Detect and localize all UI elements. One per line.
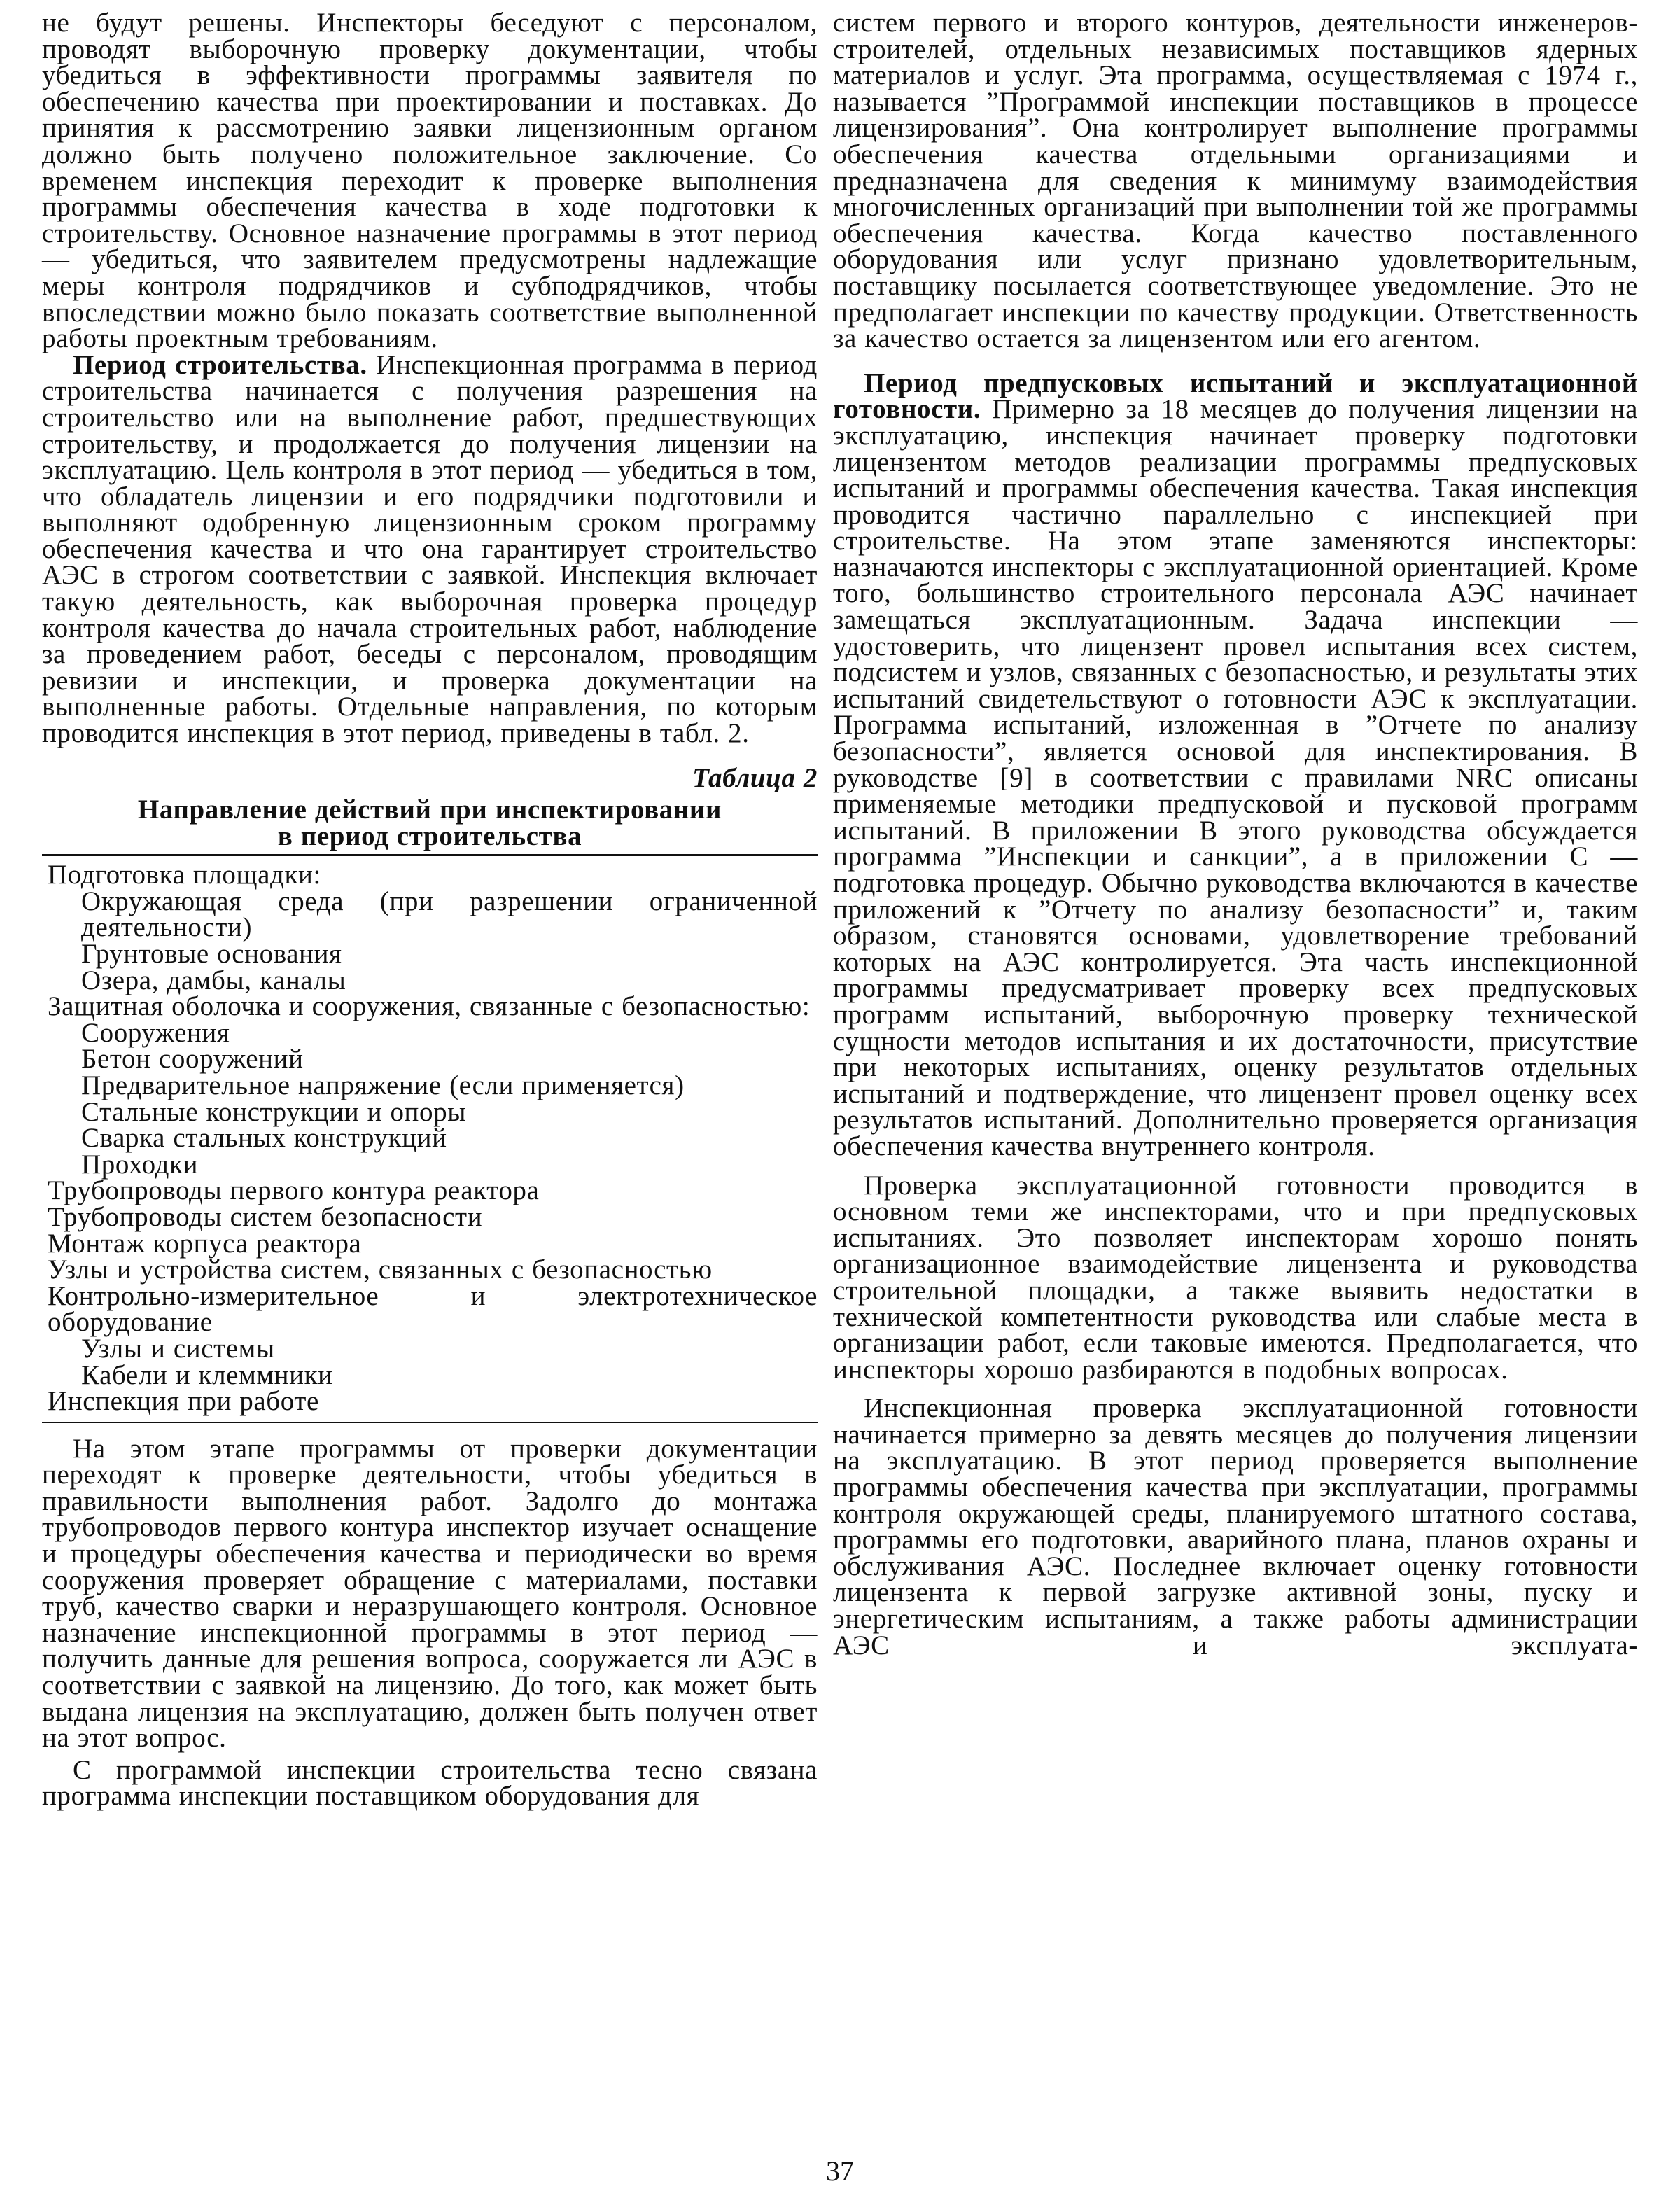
paragraph: систем первого и второго контуров, деятельности инженеров-строителей, отдельных независимых поставщиков ядерных материалов и услуг. Эта программа, осуществляемая с 1974 г., называется ”Программой инспекции поставщиков в процессе лицензирования”. Она контролирует выполнение программы обеспечения качества отдельными организациями и предназначена для сведения к минимуму взаимодействия многочисленных организаций при выполнении той же программы обеспечения качества. Когда качество поставленного оборудования или услуг признано удовлетворительным, поставщику посылается соответствующее уведомление. Это не предполагает инспекции по качеству продукции. Ответственность за качество остается за лицензентом или его агентом. xyxy=(833,8,1638,354)
table-item: Защитная оболочка и сооружения, связанные с безопасностью: xyxy=(48,991,811,1022)
page-number: 37 xyxy=(826,2155,854,2187)
paragraph: Инспекционная проверка эксплуатационной готовности начинается примерно за девять месяцев до получения лицензии на эксплуатацию. В этот период проверяется выполнение программы обеспечения качества при эксплуатации, программы контроля окружающей среды, планируемого штатного состава, программы его подготовки, аварийного плана, планов охраны и обслуживания АЭС. Последнее включает оценку готовности лицензента к первой загрузке активной зоны, пуску и энергетическим испытаниям, а также работы администрации АЭС и эксплуата- xyxy=(833,1393,1638,1660)
table-item: Узлы и устройства систем, связанных с безопасностью xyxy=(48,1254,713,1285)
table-item: Контрольно-измерительное и электротехническое оборудование xyxy=(48,1280,818,1338)
table-item: Сооружения xyxy=(81,1017,230,1048)
paragraph-construction-period xyxy=(42,349,818,749)
left-column xyxy=(42,8,818,1812)
table-item: Стальные конструкции и опоры xyxy=(81,1096,467,1127)
paragraph-heading: Период предпусковых испытаний и эксплуатационной готовности. xyxy=(833,368,1638,425)
paragraph: На этом этапе программы от проверки документации переходят к проверке деятельности, чтобы убедиться в правильности выполнения работ. Задолго до монтажа трубопроводов первого контура инспектор изучает оснащение и процедуры обеспечения качества и периодически во время сооружения проверяет обращение с материалами, поставки труб, качество сварки и неразрушающего контроля. Основное назначение инспекционной программы в этот период — получить данные для решения вопроса, сооружается ли АЭС в соответствии с заявкой на лицензию. До того, как может быть выдана лицензия на эксплуатацию, должен быть получен ответ на этот вопрос. xyxy=(42,1433,818,1754)
paragraph-text: Инспекционная программа в период строительства начинается с получения разрешения на строительство или на выполнение работ, предшествующих строительству, и продолжается до получения лицензии на эксплуатацию. Цель контроля в этот период — убедиться в том, что обладатель лицензии и его подрядчики подготовили и выполняют одобренную лицензионным сроком программу обеспечения качества и что она гарантирует строительство АЭС в строгом соответствии с заявкой. Инспекция включает такую деятельность, как выборочная проверка процедур контроля качества до начала строительных работ, наблюдение за проведением работ, беседы с персоналом, проводящим ревизии и инспекции, и проверка документации на выполненные работы. Отдельные направления, по которым проводится инспекция в этот период, приведены в табл. 2. xyxy=(42,349,818,749)
table-item: Узлы и системы xyxy=(81,1333,275,1364)
table-item: Трубопроводы систем безопасности xyxy=(48,1201,483,1232)
table-item: Грунтовые основания xyxy=(81,939,342,969)
paragraph-heading: Период строительства. xyxy=(73,349,368,380)
table-item: Окружающая среда (при разрешении ограниченной деятельности) xyxy=(81,886,818,943)
table-items xyxy=(42,860,818,1417)
right-column xyxy=(833,10,1638,1658)
paragraph: Проверка эксплуатационной готовности проводится в основном теми же инспекторами, что и при предпусковых испытаниях. Это позволяет инспекторам хорошо понять организационное взаимодействие лицензента и руководства строительной площадки, а также выявить недостатки в технической компетентности руководства или слабые места в организации работ, если таковые имеются. Предполагается, что инспекторы хорошо разбираются в подобных вопросах. xyxy=(833,1170,1638,1385)
paragraph-text: Примерно за 18 месяцев до получения лицензии на эксплуатацию, инспекция начинает проверку подготовки лицензентом методов реализации программы предпусковых испытаний и программы обеспечения качества. Такая инспекция проводится частично параллельно с инспекцией при строительстве. На этом этапе заменяются инспекторы: назначаются инспекторы с эксплуатационной ориентацией. Кроме того, большинство строительного персонала АЭС начинает замещаться эксплуатационным. Задача инспекции — удостоверить, что лицензент провел испытания всех систем, подсистем и узлов, связанных с безопасностью, и результаты этих испытаний свидетельствуют о готовности АЭС к эксплуатации. Программа испытаний, изложенная в ”Отчете по анализу безопасности”, является основой для инспектирования. В руководстве [9] в соответствии с правилами NRC описаны применяемые методики предпусковой и пусковой программ испытаний. В приложении В этого руководства обсуждается программа ”Инспекции и санкции”, а в приложении С — подготовка процедур. Обычно руководства включаются в качестве приложений к ”Отчету по анализу безопасности” и, таким образом, становятся основами, удовлетворение требований которых на АЭС контролируется. Эта часть инспекционной программы предусматривает проверку всех предпусковых программ испытаний, выборочную проверку технической сущности методов испытания и их достаточности, присутствие при некоторых испытаниях, оценку результатов отдельных испытаний и подтверждение, что лицензент провел оценку всех результатов испытаний. Дополнительно проверяется организация обеспечения качества внутреннего контроля. xyxy=(833,394,1638,1161)
table-bottom-rule xyxy=(42,1422,818,1423)
table-item: Трубопроводы первого контура реактора xyxy=(48,1175,540,1206)
paragraph: не будут решены. Инспекторы беседуют с персоналом, проводят выборочную проверку документации, чтобы убедиться в эффективности программы заявителя по обеспечению качества при проектировании и поставках. До принятия к рассмотрению заявки лицензионным органом должно быть получено положительное заключение. Со временем инспекция переходит к проверке выполнения программы обеспечения качества в ходе подготовки к строительству. Основное назначение программы в этот период — убедиться, что заявителем предусмотрены надлежащие меры контроля подрядчиков и субподрядчиков, чтобы впоследствии можно было показать соответствие выполненной работы проектным требованиям. xyxy=(42,8,818,354)
table-item: Бетон сооружений xyxy=(81,1044,304,1074)
table-2 xyxy=(42,762,818,1423)
table-top-rule xyxy=(42,854,818,856)
table-item: Озера, дамбы, каналы xyxy=(81,965,346,995)
table-item: Проходки xyxy=(81,1149,199,1180)
table-item: Подготовка площадки: xyxy=(48,860,321,890)
table-item: Сварка стальных конструкций xyxy=(81,1123,447,1154)
table-item: Кабели и клеммники xyxy=(81,1359,333,1390)
table-title-line: Направление действий при инспектировании xyxy=(137,794,722,825)
table-caption: Таблица 2 xyxy=(692,762,818,793)
paragraph-pretest-period xyxy=(833,370,1638,1160)
paragraph: С программой инспекции строительства тесно связана программа инспекции поставщиком оборудования для xyxy=(42,1754,818,1812)
table-item: Предварительное напряжение (если применяется) xyxy=(81,1070,685,1100)
table-title-line: в период строительства xyxy=(277,821,582,852)
table-title xyxy=(42,794,818,852)
table-item: Инспекция при работе xyxy=(48,1386,319,1417)
table-item: Монтаж корпуса реактора xyxy=(48,1228,362,1259)
